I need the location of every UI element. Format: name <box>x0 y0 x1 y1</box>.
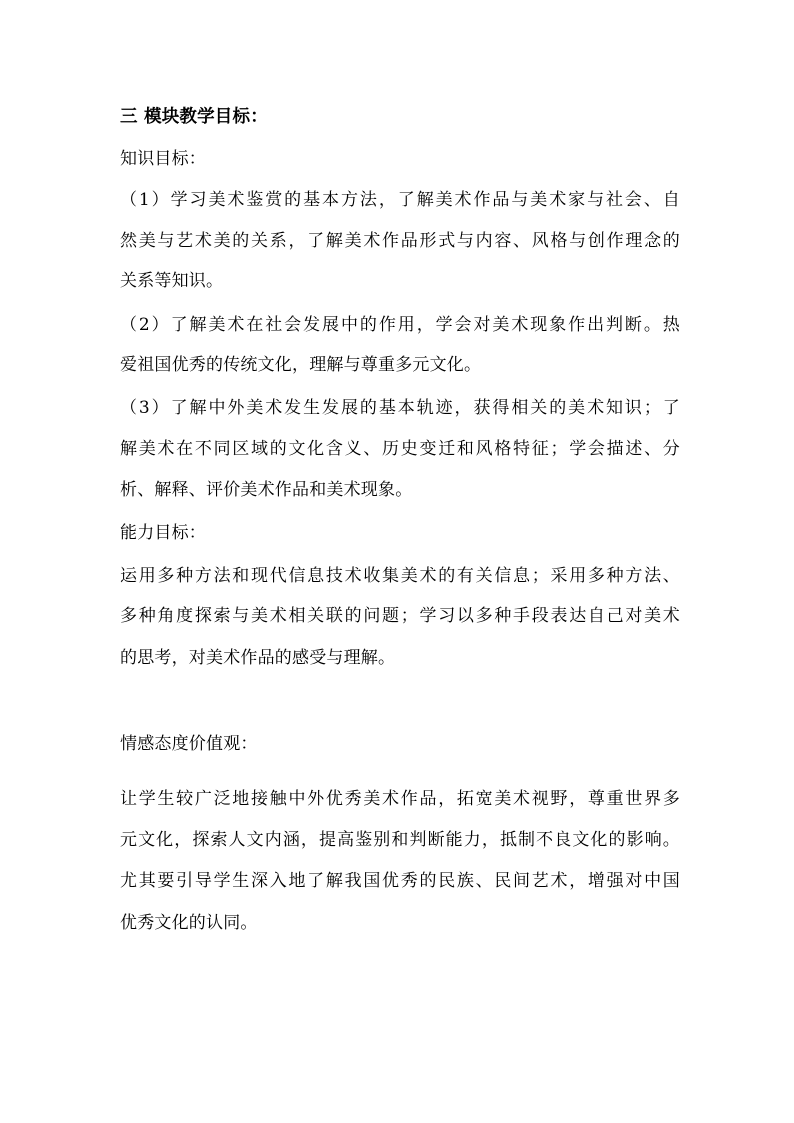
emotion-line-3: 尤其要引导学生深入地了解我国优秀的民族、民间艺术，增强对中国 <box>120 871 680 891</box>
ability-goals-title: 能力目标： <box>120 523 206 543</box>
emotion-goals-title: 情感态度价值观： <box>120 734 258 754</box>
knowledge-item-3-line-1: （3）了解中外美术发生发展的基本轨迹，获得相关的美术知识；了 <box>120 398 680 418</box>
knowledge-item-2-line-1: （2）了解美术在社会发展中的作用，学会对美术现象作出判断。热 <box>120 315 680 335</box>
emotion-line-2: 元文化，探索人文内涵，提高鉴别和判断能力，抵制不良文化的影响。 <box>120 830 680 850</box>
ability-line-2: 多种角度探索与美术相关联的问题；学习以多种手段表达自己对美术 <box>120 606 680 626</box>
ability-line-3: 的思考，对美术作品的感受与理解。 <box>120 648 396 668</box>
ability-line-1: 运用多种方法和现代信息技术收集美术的有关信息；采用多种方法、 <box>120 566 680 586</box>
knowledge-item-1-line-3: 关系等知识。 <box>120 271 224 291</box>
knowledge-item-1-line-1: （1）学习美术鉴赏的基本方法，了解美术作品与美术家与社会、自 <box>120 190 680 210</box>
knowledge-goals-title: 知识目标： <box>120 149 206 169</box>
knowledge-item-1-line-2: 然美与艺术美的关系，了解美术作品形式与内容、风格与创作理念的 <box>120 231 680 251</box>
knowledge-item-3-line-2: 解美术在不同区域的文化含义、历史变迁和风格特征；学会描述、分 <box>120 439 680 459</box>
section-heading: 三 模块教学目标： <box>120 107 268 127</box>
emotion-line-4: 优秀文化的认同。 <box>120 913 258 933</box>
knowledge-item-2-line-2: 爱祖国优秀的传统文化，理解与尊重多元文化。 <box>120 355 482 375</box>
knowledge-item-3-line-3: 析、解释、评价美术作品和美术现象。 <box>120 480 413 500</box>
emotion-line-1: 让学生较广泛地接触中外优秀美术作品，拓宽美术视野，尊重世界多 <box>120 789 680 809</box>
